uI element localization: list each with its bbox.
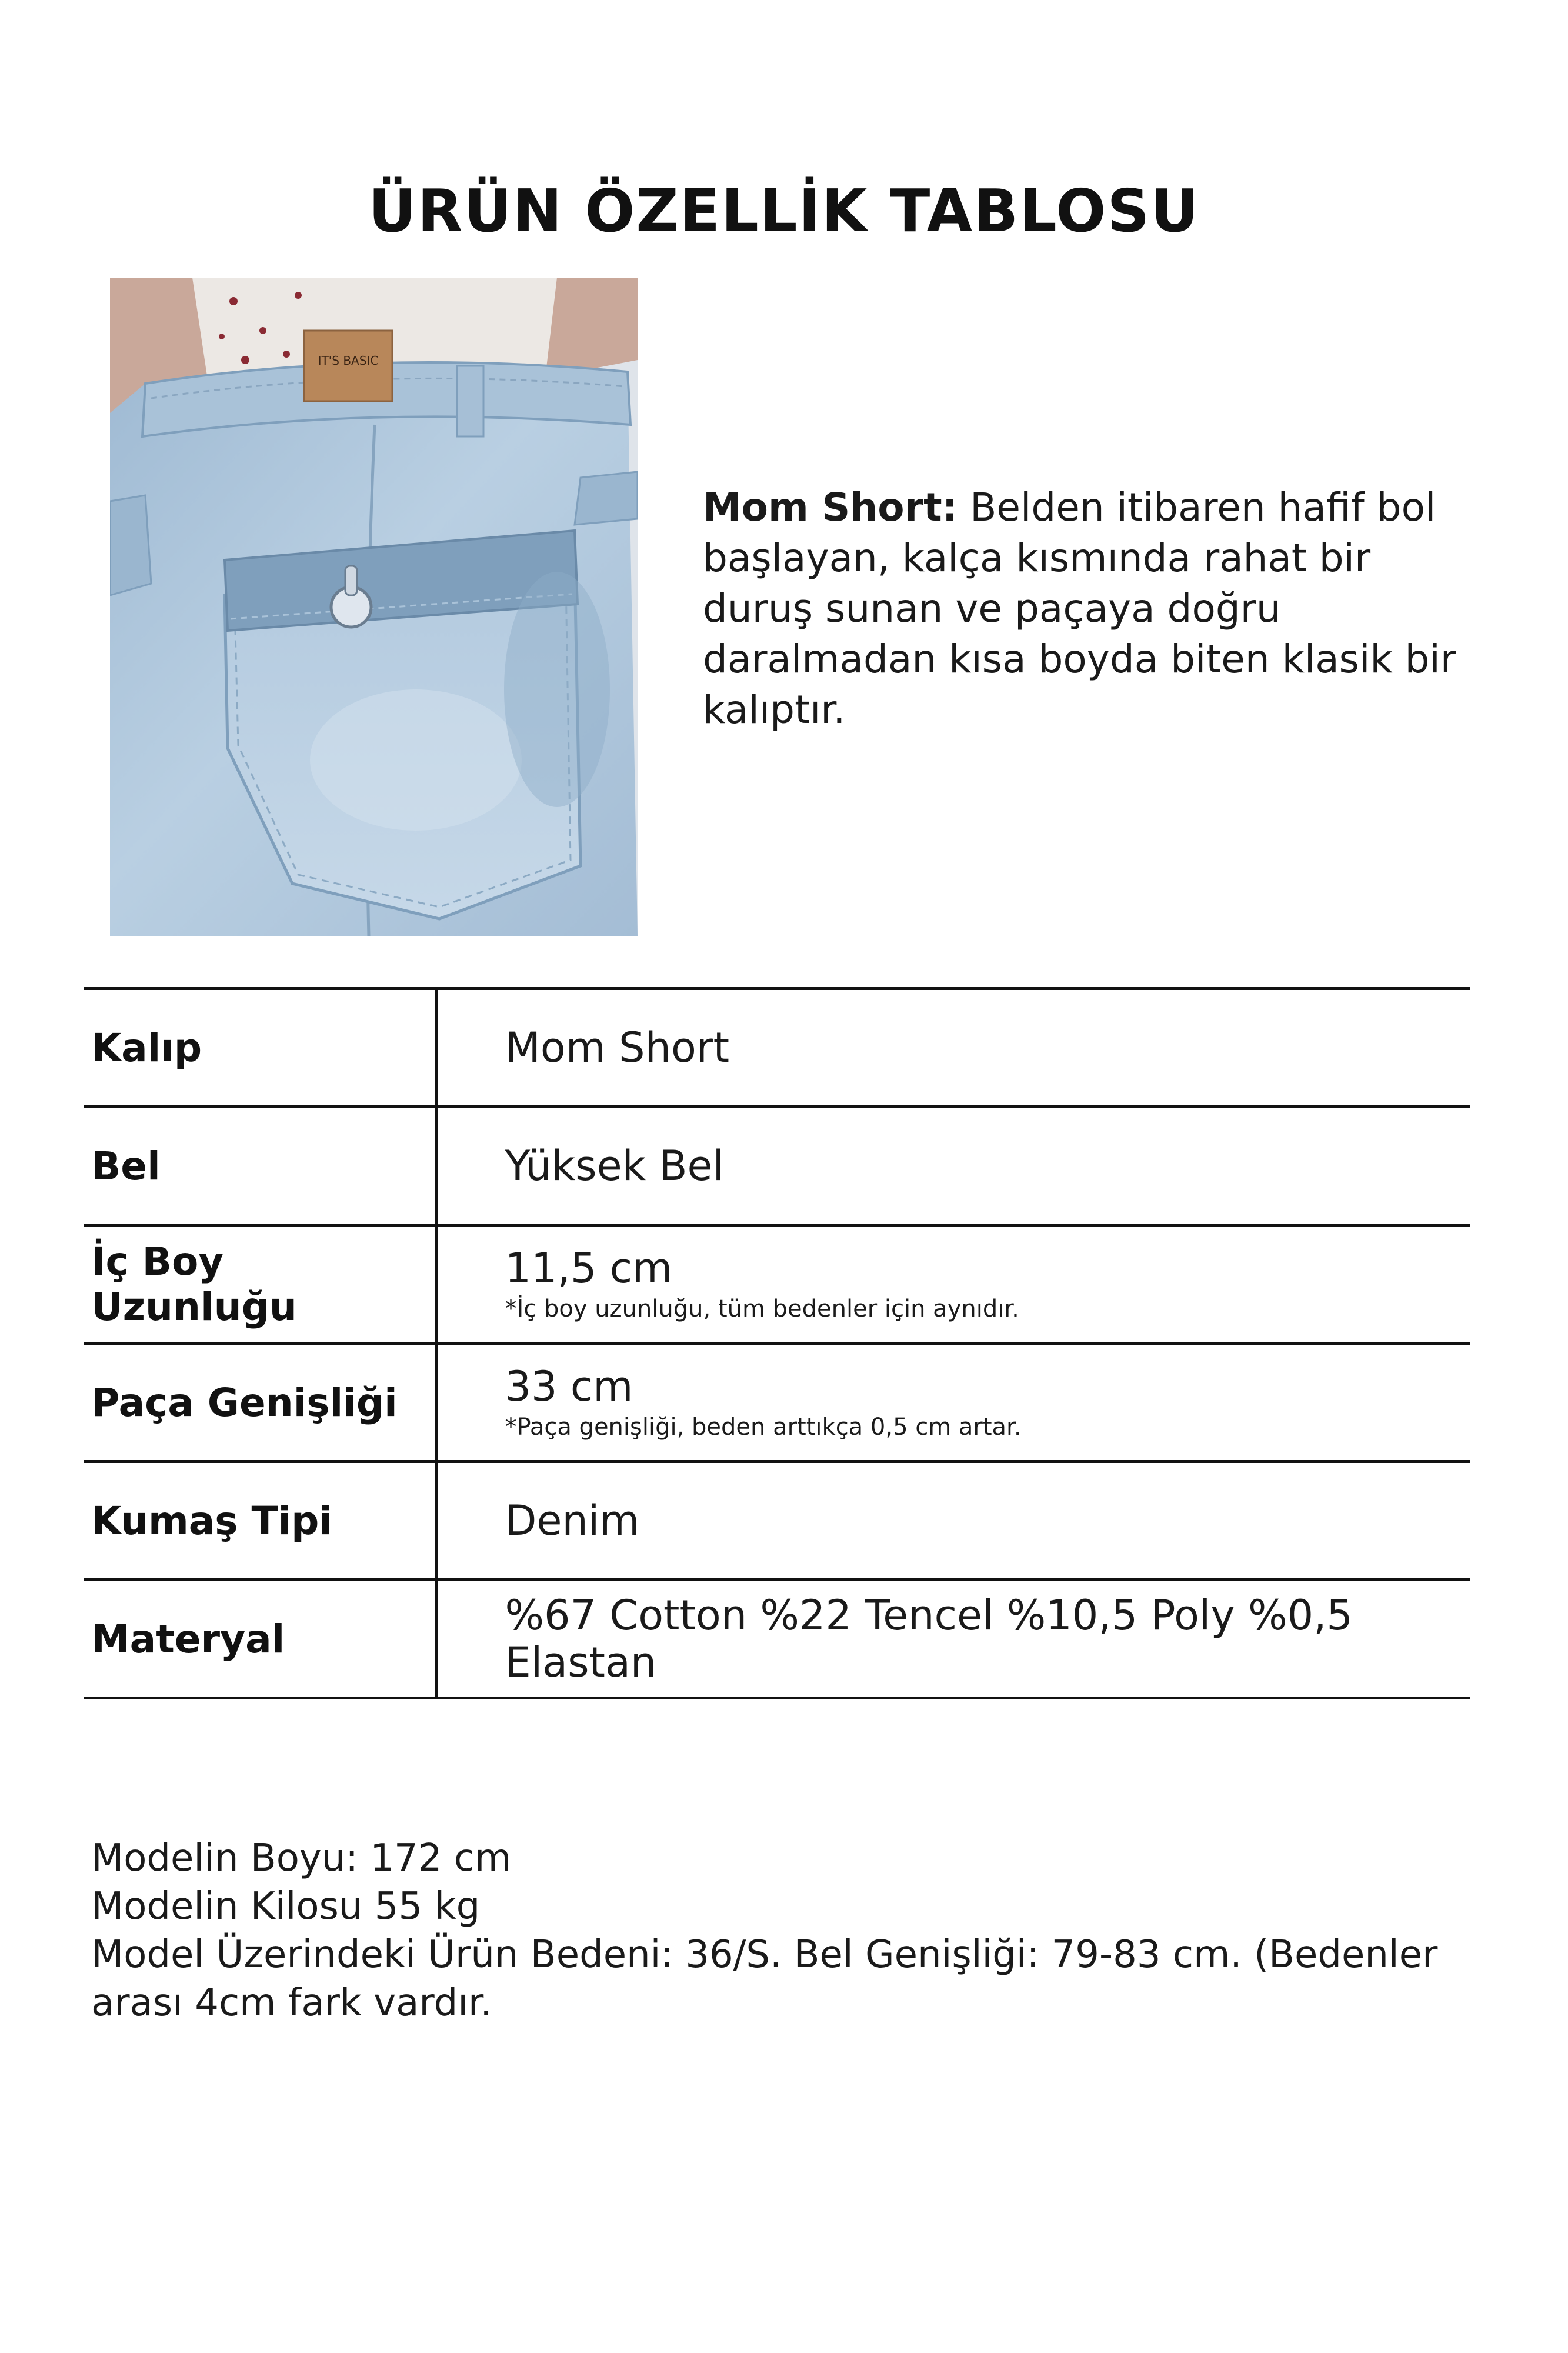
description-label: Mom Short: — [703, 485, 958, 530]
spec-value-text: 11,5 cm — [505, 1244, 673, 1292]
model-info — [91, 1834, 1444, 2027]
spec-value — [436, 1225, 1470, 1344]
table-row — [84, 1580, 1470, 1698]
spec-label: Kumaş Tipi — [84, 1462, 436, 1580]
spec-value-text: Mom Short — [505, 1024, 730, 1072]
spec-label: Bel — [84, 1107, 436, 1225]
spec-value — [436, 1107, 1470, 1225]
spec-value — [436, 1462, 1470, 1580]
product-photo — [110, 278, 638, 936]
spec-label: Kalıp — [84, 989, 436, 1107]
model-height: Modelin Boyu: 172 cm — [91, 1837, 512, 1880]
table-row — [84, 1225, 1470, 1344]
spec-label: İç Boy Uzunluğu — [84, 1225, 436, 1344]
svg-text:IT'S BASIC: IT'S BASIC — [318, 354, 379, 368]
page-title: ÜRÜN ÖZELLİK TABLOSU — [368, 176, 1200, 245]
spec-value-text: Yüksek Bel — [505, 1142, 724, 1190]
spec-note: *İç boy uzunluğu, tüm bedenler için aynıdır. — [505, 1295, 1019, 1322]
spec-label: Materyal — [84, 1580, 436, 1698]
spec-table — [84, 987, 1470, 1699]
product-description — [703, 482, 1479, 735]
spec-label: Paça Genişliği — [84, 1344, 436, 1462]
model-weight: Modelin Kilosu 55 kg — [91, 1885, 481, 1928]
spec-value-text: 33 cm — [505, 1362, 633, 1411]
spec-value — [436, 1580, 1470, 1698]
table-row — [84, 1344, 1470, 1462]
denim-shorts-image — [110, 278, 638, 936]
spec-value — [436, 989, 1470, 1107]
spec-value-text: Denim — [505, 1497, 640, 1545]
model-size-info: Model Üzerindeki Ürün Bedeni: 36/S. Bel Genişliği: 79-83 cm. (Bedenler arası 4cm fark vardır. — [91, 1933, 1438, 2025]
spec-value-text: %67 Cotton %22 Tencel %10,5 Poly %0,5 Elastan — [505, 1591, 1353, 1687]
spec-note: *Paça genişliği, beden arttıkça 0,5 cm artar. — [505, 1414, 1022, 1441]
table-row — [84, 1462, 1470, 1580]
table-row — [84, 989, 1470, 1107]
description-text: Belden itibaren hafif bol başlayan, kalça kısmında rahat bir duruş sunan ve paçaya doğru daralmadan kısa boyda biten klasik bir kalıptır. — [703, 485, 1456, 732]
table-row — [84, 1107, 1470, 1225]
spec-value — [436, 1344, 1470, 1462]
